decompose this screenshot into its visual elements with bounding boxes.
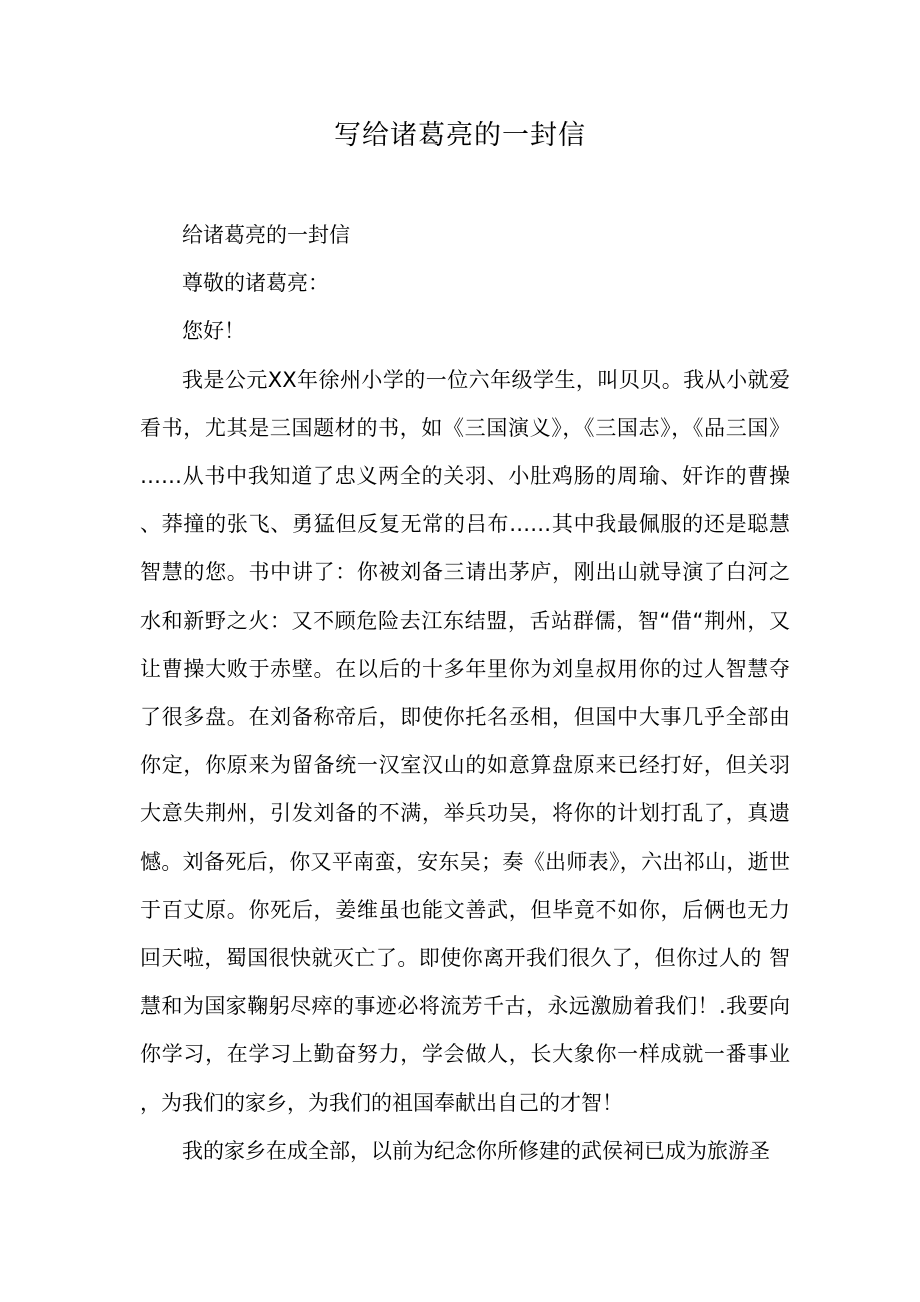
letter-greeting: 您好！ [182,319,245,344]
letter-heading: 给诸葛亮的一封信 [182,223,350,247]
document-body [140,211,790,1175]
letter-salutation: 尊敬的诸葛亮： [182,271,329,296]
letter-paragraph: 我是公元XX年徐州小学的一位六年级学生，叫贝贝。我从小就爱看书，尤其是三国题材的书，如《三国演义》，《三国志》，《品三国》……从书中我知道了忠义两全的关羽、小肚鸡肠的周瑜、奸诈的曹操、莽撞的张飞、勇猛但反复无常的吕布……其中我最佩服的还是聪慧智慧的您。书中讲了：你被刘备三请出茅庐，刚出山就导演了白河之水和新野之火：又不顾危险去江东结盟，舌站群儒，智“借“荆州，又让曹操大败于赤壁。在以后的十多年里你为刘皇叔用你的过人智慧夺了很多盘。在刘备称帝后，即使你托名丞相，但国中大事几乎全部由你定，你原来为留备统一汉室汉山的如意算盘原来已经打好，但关羽大意失荆州，引发刘备的不满，举兵功吴，将你的计划打乱了，真遗憾。刘备死后，你又平南蛮，安东吴；奏《出师表》，六出祁山，逝世于百丈原。你死后，姜维虽也能文善武，但毕竟不如你，后俩也无力回天啦，蜀国很快就灭亡了。即使你离开我们很久了，但你过人的 智慧和为国家鞠躬尽瘁的事迹必将流芳千古，永远激励着我们！.我要向你学习，在学习上勤奋努力，学会做人，长大象你一样成就一番事业，为我们的家乡，为我们的祖国奉献出自己的才智！ [140,367,790,1115]
document-title: 写给诸葛亮的一封信 [334,120,586,151]
letter-paragraph: 我的家乡在成全部，以前为纪念你所修建的武侯祠已成为旅游圣 [182,1138,770,1163]
